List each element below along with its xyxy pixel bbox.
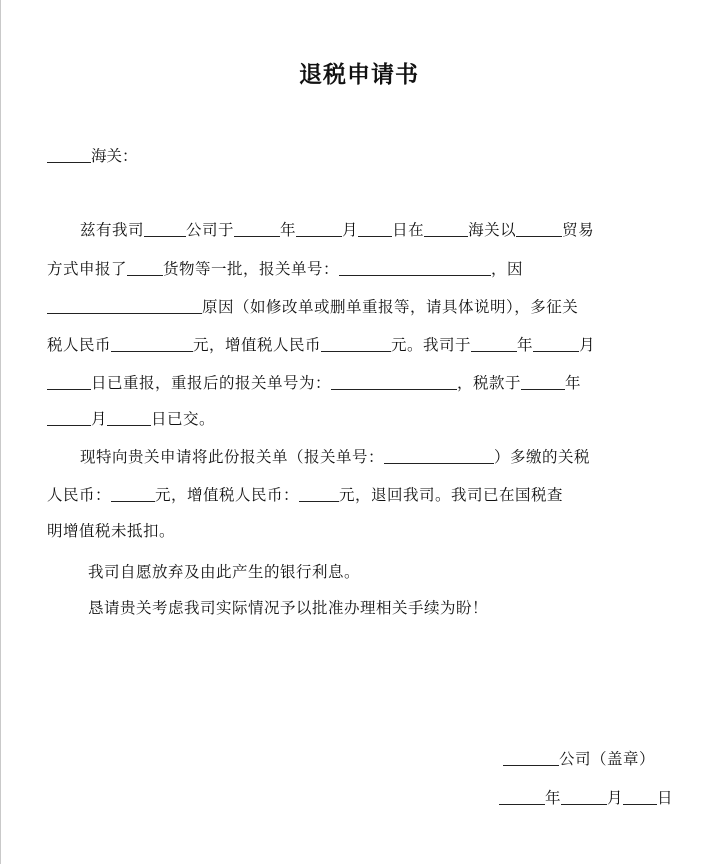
- para1-line6: [47, 409, 215, 429]
- para2-text: 元，退回我司。我司已在国税查: [339, 486, 564, 504]
- signature-company-label: 公司（盖章）: [559, 750, 656, 768]
- paid-day-blank[interactable]: [107, 409, 151, 426]
- redeclare-month-blank[interactable]: [533, 335, 579, 352]
- para1-text: 贸易: [562, 221, 595, 239]
- customs-blank[interactable]: [424, 220, 468, 237]
- para1-text: 日已重报，重报后的报关单号为：: [91, 374, 332, 392]
- para4: 恳请贵关考虑我司实际情况予以批准办理相关手续为盼！: [88, 599, 489, 617]
- para1-text: 月: [91, 410, 108, 428]
- refund-duty-blank[interactable]: [111, 485, 155, 502]
- signature-day-label: 日: [657, 789, 674, 807]
- signature-company-line: [503, 749, 655, 769]
- para1-text: 兹有我司: [80, 221, 145, 239]
- addressee-suffix: 海关：: [91, 147, 138, 165]
- para1-text: 元。我司于: [391, 336, 472, 354]
- para3: 我司自愿放弃及由此产生的银行利息。: [88, 563, 361, 581]
- signature-month-blank[interactable]: [561, 788, 607, 805]
- para2-line3: [47, 521, 175, 541]
- para2-line2: [47, 485, 563, 505]
- para1-text: 方式申报了: [47, 260, 128, 278]
- para1-text: 货物等一批，报关单号：: [163, 260, 340, 278]
- para1-text: 税人民币: [47, 336, 112, 354]
- vat-amount-blank[interactable]: [321, 335, 391, 352]
- signature-day-blank[interactable]: [623, 788, 657, 805]
- para1-text: 年: [565, 374, 582, 392]
- page-left-border: [0, 0, 1, 864]
- para1-text: 月: [342, 221, 359, 239]
- month-blank[interactable]: [296, 220, 342, 237]
- para2-text: 元，增值税人民币：: [155, 486, 300, 504]
- para1-text: 年: [517, 336, 534, 354]
- company-name-blank[interactable]: [144, 220, 186, 237]
- para1-text: ，税款于: [457, 374, 522, 392]
- para1-line4: [47, 335, 595, 355]
- para1-line5: [47, 373, 581, 393]
- year-blank[interactable]: [234, 220, 280, 237]
- para2-text: 明增值税未抵扣。: [47, 522, 176, 540]
- para1-text: 月: [579, 336, 596, 354]
- customs-name-blank[interactable]: [47, 146, 91, 163]
- signature-date-line: [499, 788, 673, 808]
- redeclare-year-blank[interactable]: [471, 335, 517, 352]
- para1-text: 公司于: [186, 221, 235, 239]
- signature-company-blank[interactable]: [503, 749, 559, 766]
- paid-month-blank[interactable]: [47, 409, 91, 426]
- para2-text: 人民币：: [47, 486, 112, 504]
- para1-text: 日已交。: [151, 410, 216, 428]
- redeclare-day-blank[interactable]: [47, 373, 91, 390]
- declaration-no-blank[interactable]: [339, 259, 491, 276]
- signature-month-label: 月: [607, 789, 624, 807]
- goods-blank[interactable]: [127, 259, 163, 276]
- para1-line2: [47, 259, 523, 279]
- signature-year-label: 年: [545, 789, 562, 807]
- day-blank[interactable]: [358, 220, 392, 237]
- para1-text: 日在: [392, 221, 425, 239]
- reason-blank[interactable]: [47, 297, 202, 314]
- para1-text: ，因: [491, 260, 524, 278]
- new-declaration-no-blank[interactable]: [331, 373, 457, 390]
- addressee-line: [47, 146, 138, 166]
- para2-text: ）多缴的关税: [494, 448, 591, 466]
- customs-duty-amount-blank[interactable]: [111, 335, 193, 352]
- para1-text: 年: [280, 221, 297, 239]
- document-title: 退税申请书: [299, 61, 419, 88]
- para1-line1: [80, 220, 594, 240]
- para1-text: 原因（如修改单或删单重报等，请具体说明），多征关: [202, 298, 579, 316]
- para1-text: 元，增值税人民币: [193, 336, 322, 354]
- refund-vat-blank[interactable]: [299, 485, 339, 502]
- signature-year-blank[interactable]: [499, 788, 545, 805]
- para1-line3: [47, 297, 578, 317]
- para2-line1: [80, 447, 590, 467]
- para2-text: 现特向贵关申请将此份报关单（报关单号：: [80, 448, 385, 466]
- paid-year-blank[interactable]: [521, 373, 565, 390]
- refund-declaration-no-blank[interactable]: [384, 447, 494, 464]
- trade-mode-blank[interactable]: [516, 220, 562, 237]
- para1-text: 海关以: [468, 221, 517, 239]
